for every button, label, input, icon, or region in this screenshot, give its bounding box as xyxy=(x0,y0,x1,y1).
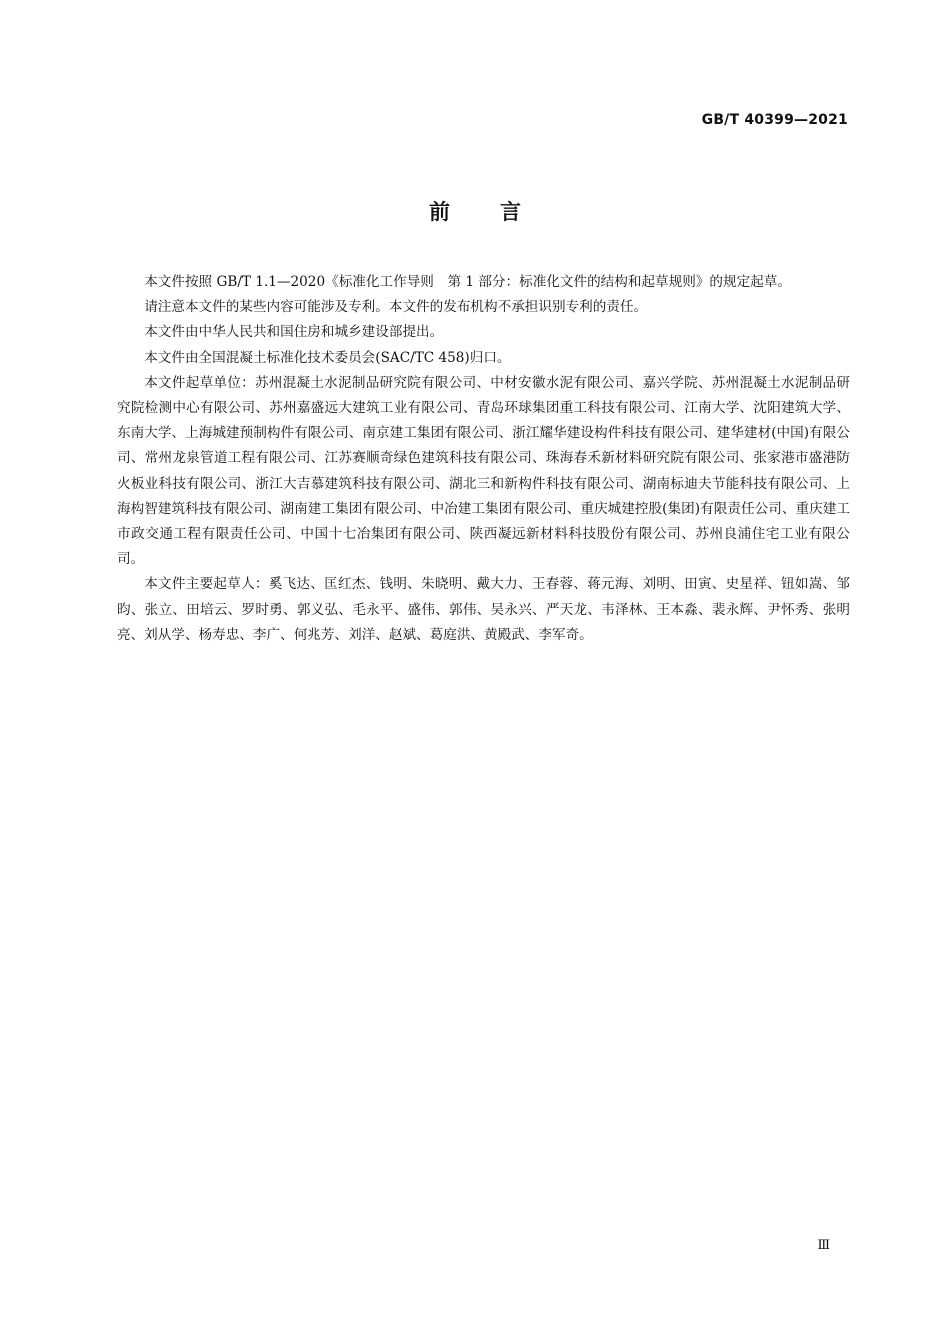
standard-number: GB/T 40399—2021 xyxy=(701,112,848,128)
paragraph-patent-notice: 请注意本文件的某些内容可能涉及专利。本文件的发布机构不承担识别专利的责任。 xyxy=(144,299,648,316)
paragraph-main-drafters: 本文件主要起草人：奚飞达、匡红杰、钱明、朱晓明、戴大力、王春蓉、蒋元海、刘明、田寅、史星祥、钮如嵩、邹昀、张立、田培云、罗时勇、郭义弘、毛永平、盛伟、郭伟、吴永兴、严天龙、韦泽林、王本淼、裴永辉、尹怀秀、张明亮、刘从学、杨寿忠、李广、何兆芳、刘洋、赵斌、葛庭洪、黄殿武、李军奇。 xyxy=(117,576,850,643)
foreword-body xyxy=(117,270,850,648)
paragraph-proposed-by: 本文件由中华人民共和国住房和城乡建设部提出。 xyxy=(144,324,444,341)
paragraph-under-jurisdiction: 本文件由全国混凝土标准化技术委员会(SAC/TC 458)归口。 xyxy=(144,349,511,366)
page-title: 前言 xyxy=(429,200,571,224)
paragraph-drafting-rules: 本文件按照 GB/T 1.1—2020《标准化工作导则 第 1 部分：标准化文件的结构和起草规则》的规定起草。 xyxy=(144,274,791,290)
paragraph-drafting-units: 本文件起草单位：苏州混凝土水泥制品研究院有限公司、中材安徽水泥有限公司、嘉兴学院、苏州混凝土水泥制品研究院检测中心有限公司、苏州嘉盛远大建筑工业有限公司、青岛环球集团重工科技有限公司、江南大学、沈阳建筑大学、东南大学、上海城建预制构件有限公司、南京建工集团有限公司、浙江耀华建设构件科技有限公司、建华建材(中国)有限公司、常州龙泉管道工程有限公司、江苏赛顺奇绿色建筑科技有限公司、珠海春禾新材料研究院有限公司、张家港市盛港防火板业科技有限公司、浙江大吉慕建筑科技有限公司、湖北三和新构件科技有限公司、湖南标迪夫节能科技有限公司、上海构智建筑科技有限公司、湖南建工集团有限公司、中冶建工集团有限公司、重庆城建控股(集团)有限责任公司、重庆建工市政交通工程有限责任公司、中国十七冶集团有限公司、陕西凝远新材料科技股份有限公司、苏州良浦住宅工业有限公司。 xyxy=(117,374,850,568)
page-number: Ⅲ xyxy=(817,1238,830,1253)
